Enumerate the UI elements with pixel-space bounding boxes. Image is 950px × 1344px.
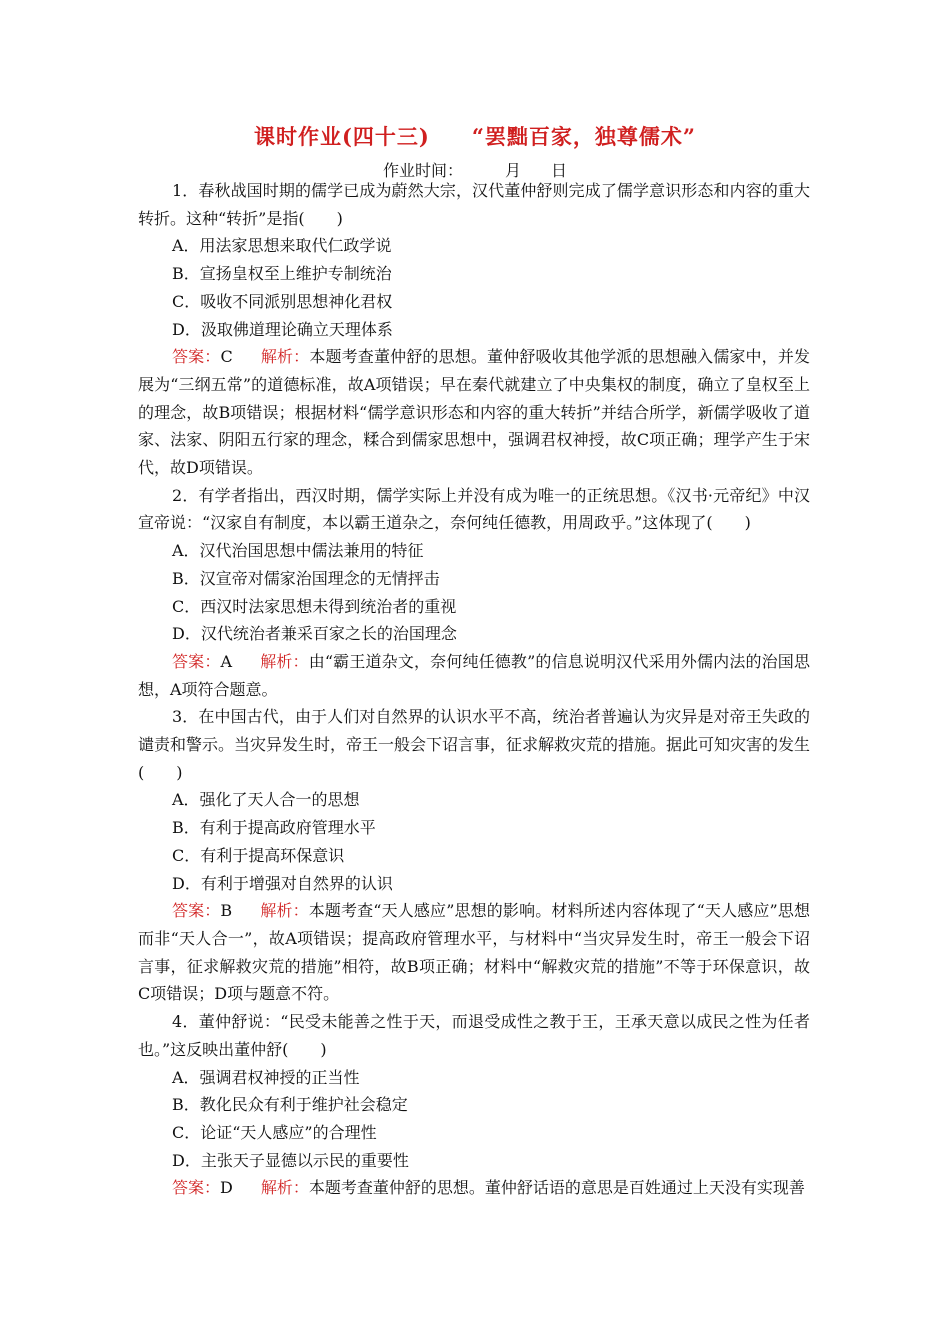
homework-time-label: 作业时间：: [382, 161, 463, 180]
analysis-label: 解析：: [260, 1178, 309, 1198]
answer-label: 答案：: [172, 347, 221, 367]
option-a: A．强化了天人合一的思想: [172, 790, 360, 810]
answer-value: A: [220, 651, 233, 671]
option-a: A．汉代治国思想中儒法兼用的特征: [172, 541, 424, 561]
answer-value: C: [220, 347, 233, 367]
day-label: 日: [551, 161, 568, 180]
question-1: [138, 177, 810, 482]
answer-label: 答案：: [172, 651, 221, 671]
option-c: C．论证“天人感应”的合理性: [172, 1122, 377, 1142]
question-2: [138, 482, 810, 704]
option-b: B．有利于提高政府管理水平: [172, 818, 376, 838]
analysis-text: 本题考查“天人感应”思想的影响。材料所述内容体现了“天人感应”思想而非“天人合一”，故A项错误；提高政府管理水平，与材料中“当灾异发生时，帝王一般会下诏言事，征求解救灾荒的措施”相符，故B项正确；材料中“解救灾荒的措施”不等于环保意识，故C项错误；D项与题意不符。: [138, 901, 810, 1004]
answer-analysis: [138, 1174, 810, 1202]
question-3: [138, 703, 810, 1008]
option-a: A．强调君权神授的正当性: [172, 1067, 360, 1087]
option-c: C．西汉时法家思想未得到统治者的重视: [172, 596, 457, 616]
option-d: D．汉代统治者兼采百家之长的治国理念: [172, 624, 457, 644]
title-topic: “罢黜百家，独尊儒术”: [471, 124, 697, 149]
analysis-label: 解析：: [260, 651, 309, 671]
option-b: B．汉宣帝对儒家治国理念的无情抨击: [172, 568, 440, 588]
option-b: B．教化民众有利于维护社会稳定: [172, 1095, 408, 1115]
option-d: D．主张天子显德以示民的重要性: [172, 1150, 409, 1170]
analysis-label: 解析：: [260, 901, 309, 921]
question-stem: 3．在中国古代，由于人们对自然界的认识水平不高，统治者普遍认为灾异是对帝王失政的谴责和警示。当灾异发生时，帝王一般会下诏言事，征求解救灾荒的措施。据此可知灾害的发生( ): [138, 707, 811, 782]
analysis-text: 由“霸王道杂文，奈何纯任德教”的信息说明汉代采用外儒内法的治国思想，A项符合题意。: [138, 651, 810, 699]
answer-value: B: [220, 901, 233, 921]
question-stem: 2．有学者指出，西汉时期，儒学实际上并没有成为唯一的正统思想。《汉书·元帝纪》中汉宣帝说：“汉家自有制度，本以霸王道杂之，奈何纯任德教，用周政乎。”这体现了( ): [138, 485, 810, 533]
answer-value: D: [220, 1178, 233, 1198]
answer-analysis: [138, 343, 810, 482]
question-4: [138, 1008, 810, 1202]
analysis-text: 本题考查董仲舒的思想。董仲舒话语的意思是百姓通过上天没有实现善: [308, 1178, 805, 1198]
questions-list: [138, 177, 810, 1202]
page-title: [0, 121, 950, 151]
answer-label: 答案：: [172, 901, 221, 921]
title-lesson: 课时作业(四十三): [253, 124, 430, 149]
option-b: B．宣扬皇权至上维护专制统治: [172, 264, 392, 284]
option-c: C．吸收不同派别思想神化君权: [172, 291, 393, 311]
answer-label: 答案：: [172, 1178, 221, 1198]
option-a: A．用法家思想来取代仁政学说: [172, 236, 392, 256]
month-label: 月: [504, 161, 521, 180]
analysis-label: 解析：: [260, 347, 310, 367]
question-stem: 4．董仲舒说：“民受未能善之性于天，而退受成性之教于王，王承天意以成民之性为任者也。”这反映出董仲舒( ): [138, 1012, 810, 1059]
option-d: D．有利于增强对自然界的认识: [172, 873, 393, 893]
answer-analysis: [138, 897, 810, 1008]
analysis-text: 本题考查董仲舒的思想。董仲舒吸收其他学派的思想融入儒家中，并发展为“三纲五常”的道德标准，故A项错误；早在秦代就建立了中央集权的制度，确立了皇权至上的理念，故B项错误；根据材料“儒学意识形态和内容的重大转折”并结合所学，新儒学吸收了道家、法家、阴阳五行家的理念，糅合到儒家思想中，强调君权神授，故C项正确；理学产生于宋代，故D项错误。: [138, 347, 810, 478]
question-stem: 1．春秋战国时期的儒学已成为蔚然大宗，汉代董仲舒则完成了儒学意识形态和内容的重大转折。这种“转折”是指( ): [138, 181, 810, 228]
answer-analysis: [138, 648, 810, 703]
option-c: C．有利于提高环保意识: [172, 845, 345, 865]
option-d: D．汲取佛道理论确立天理体系: [172, 319, 393, 339]
